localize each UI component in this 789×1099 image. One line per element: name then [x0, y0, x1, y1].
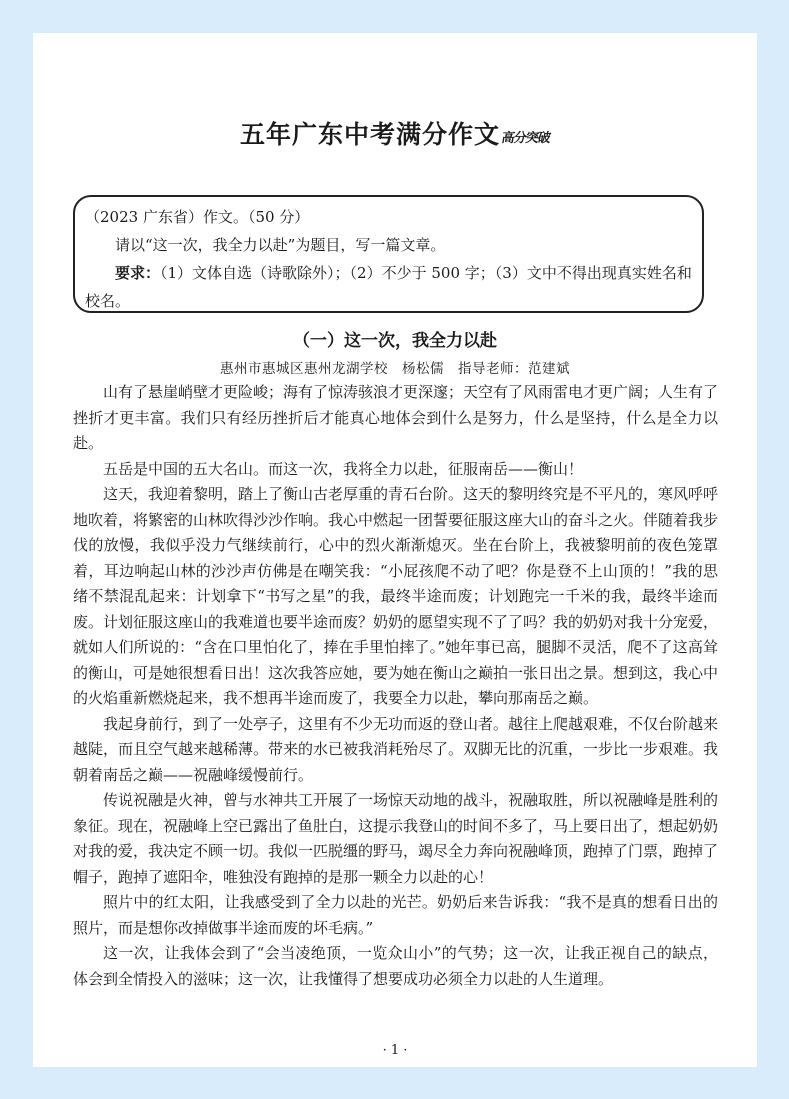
essay-body: [73, 380, 718, 992]
requirements-text: （1）文体自选（诗歌除外）；（2）不少于 500 字；（3）文中不得出现真实姓名和校名。: [85, 264, 692, 310]
essay-paragraph: 我起身前行，到了一处亭子，这里有不少无功而返的登山者。越往上爬越艰难，不仅台阶越来越陡，而且空气越来越稀薄。带来的水已被我消耗殆尽了。双脚无比的沉重，一步比一步艰难。我朝着南岳之巅——祝融峰缓慢前行。: [73, 714, 719, 784]
essay-paragraph: 山有了悬崖峭壁才更险峻；海有了惊涛骇浪才更深邃；天空有了风雨雷电才更广阔；人生有了挫折才更丰富。我们只有经历挫折后才能真心地体会到什么是努力，什么是坚持，什么是全力以赴。: [73, 383, 719, 452]
essay-paragraph: 五岳是中国的五大名山。而这一次，我将全力以赴，征服南岳——衡山！: [103, 459, 584, 478]
essay-title: （一）这一次，我全力以赴: [293, 331, 497, 351]
essay-paragraph: 传说祝融是火神，曾与水神共工开展了一场惊天动地的战斗，祝融取胜，所以祝融峰是胜利的象征。现在，祝融峰上空已露出了鱼肚白，这提示我登山的时间不多了，马上要日出了，想起奶奶对我的爱，我决定不顾一切。我似一匹脱缰的野马，竭尽全力奔向祝融峰顶，跑掉了门票，跑掉了帽子，跑掉了遮阳伞，唯独没有跑掉的是那一颗全力以赴的心！: [73, 791, 719, 886]
requirements-label: 要求：: [115, 264, 161, 282]
page-title-text: 五年广东中考满分作文: [239, 120, 500, 149]
page-number: · 1 ·: [382, 1043, 408, 1058]
essay-author: 惠州市惠城区惠州龙湖学校 杨松儒 指导老师：范建斌: [220, 361, 570, 377]
page-title: [33, 115, 757, 151]
question-requirements: [85, 259, 702, 315]
question-source: （2023 广东省）作文。（50 分）: [85, 208, 310, 226]
document-page: [33, 33, 757, 1067]
essay-paragraph: 这天，我迎着黎明，踏上了衡山古老厚重的青石台阶。这天的黎明终究是不平凡的，寒风呼呼地吹着，将繁密的山林吹得沙沙作响。我心中燃起一团誓要征服这座大山的奋斗之火。伴随着我步伐的放慢，我似乎没力气继续前行，心中的烈火渐渐熄灭。坐在台阶上，我被黎明前的夜色笼罩着，耳边响起山林的沙沙声仿佛是在嘲笑我：“小屁孩爬不动了吧？你是登不上山顶的！”我的思绪不禁混乱起来：计划拿下“书写之星”的我，最终半途而废；计划跑完一千米的我，最终半途而废。计划征服这座山的我难道也要半途而废？奶奶的愿望实现不了了吗？我的奶奶对我十分宠爱，就如人们所说的：“含在口里怕化了，捧在手里怕摔了。”她年事已高，腿脚不灵活，爬不了这高耸的衡山，可是她很想看日出！这次我答应她，要为她在衡山之巅拍一张日出之景。想到这，我心中的火焰重新燃烧起来，我不想再半途而废了，我要全力以赴，攀向那南岳之巅。: [73, 485, 719, 707]
essay-paragraph: 这一次，让我体会到了“会当凌绝顶，一览众山小”的气势；这一次，让我正视自己的缺点，体会到全情投入的滋味；这一次，让我懂得了想要成功必须全力以赴的人生道理。: [73, 944, 718, 988]
question-prompt: 请以“这一次，我全力以赴”为题目，写一篇文章。: [115, 236, 446, 254]
brand-logo: 高分突破: [500, 131, 551, 146]
question-box: [73, 195, 704, 313]
essay-paragraph: 照片中的红太阳，让我感受到了全力以赴的光芒。奶奶后来告诉我：“我不是真的想看日出的照片，而是想你改掉做事半途而废的坏毛病。”: [73, 893, 718, 937]
